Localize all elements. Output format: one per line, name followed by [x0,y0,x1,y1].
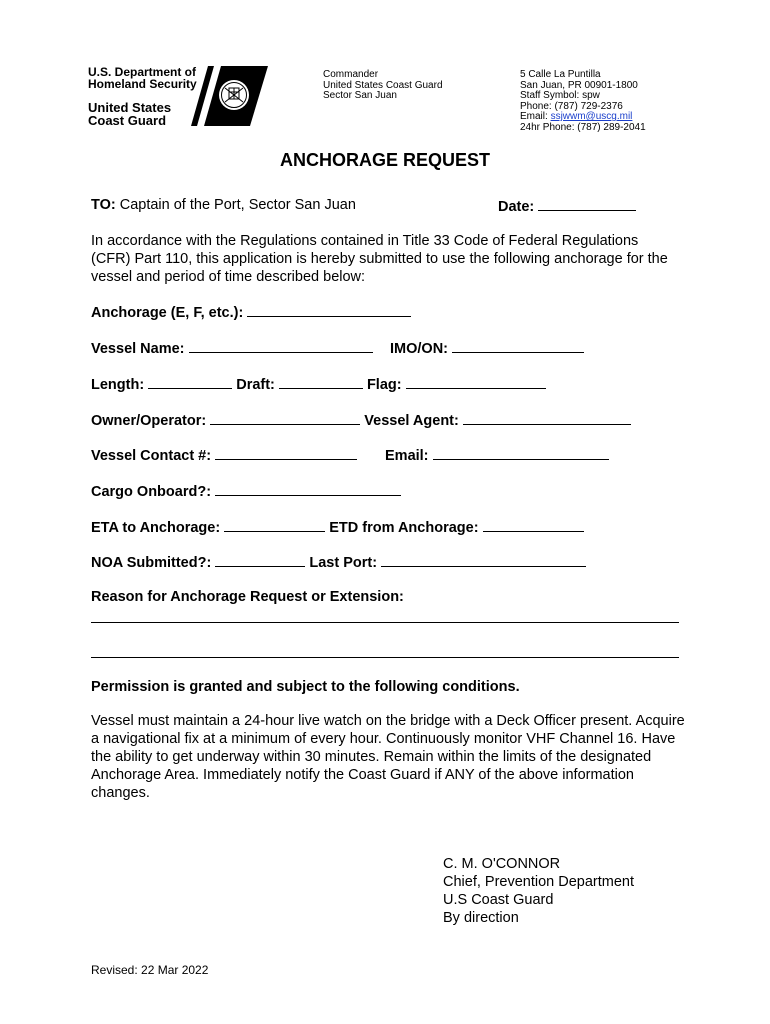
flag-label: Flag: [366,377,402,393]
date-label: Date: [498,199,535,215]
reason-line-2[interactable] [91,657,679,658]
vessel-name-label: Vessel Name: [91,341,185,357]
dimensions-row [91,375,546,393]
owner-agent-row [91,411,631,429]
signature-by: By direction [443,910,519,926]
anchorage-field[interactable] [247,303,411,317]
cargo-row [91,482,401,500]
owner-label: Owner/Operator: [91,413,207,429]
intro-paragraph: In accordance with the Regulations contained in Title 33 Code of Federal Regulations (CFR) Part 110, this application is hereby submitted to use the following anchorage for the vessel and period of time described below: [91,233,668,285]
imo-field[interactable] [452,339,584,353]
etd-field[interactable] [483,518,584,532]
cargo-label: Cargo Onboard?: [91,484,212,500]
date-row [498,197,636,215]
signature-title: Chief, Prevention Department [443,874,635,890]
draft-field[interactable] [279,375,363,389]
imo-label: IMO/ON: [390,341,448,357]
sender-block [323,70,443,102]
length-field[interactable] [148,375,232,389]
vessel-name-field[interactable] [189,339,373,353]
agent-field[interactable] [463,411,631,425]
staff-symbol: Staff Symbol: spw [520,90,600,101]
revised-date: Revised: 22 Mar 2022 [91,963,209,977]
owner-field[interactable] [210,411,360,425]
etd-label: ETD from Anchorage: [329,520,479,536]
phone: Phone: (787) 729-2376 [520,100,623,112]
signature-block [443,855,634,927]
flag-field[interactable] [406,375,546,389]
to-value: Captain of the Port, Sector San Juan [115,197,356,213]
reason-label: Reason for Anchorage Request or Extension: [91,589,404,605]
dept-line-2: Homeland Security [88,77,197,91]
signature-name: C. M. O'CONNOR [443,856,561,872]
eta-label: ETA to Anchorage: [91,520,221,536]
email-row [385,446,609,464]
email-link[interactable]: ssjwwm@uscg.mil [550,111,633,122]
anchorage-row [91,303,411,321]
date-field[interactable] [538,197,636,211]
draft-label: Draft: [236,377,275,393]
page-title: ANCHORAGE REQUEST [279,150,490,170]
imo-row [390,339,584,357]
reason-line-1[interactable] [91,622,679,623]
coast-guard-seal-icon [188,64,270,126]
email-line [520,112,646,123]
conditions-paragraph: Vessel must maintain a 24-hour live watch on the bridge with a Deck Officer present. Acquire a navigational fix at a minimum of every hour. Continuously monitor VHF Channel 16. Have the ability to get underway within 30 minutes. Remain within the limits of the designated Anchorage Area. Immediately notify the Coast Guard if ANY of the above information changes. [91,713,685,801]
address-line-2: San Juan, PR 00901-1800 [520,79,638,91]
noa-port-row [91,553,586,571]
signature-org: U.S Coast Guard [443,892,554,908]
cg-line-1: United States [88,100,172,115]
contact-label: Vessel Contact #: [91,448,212,464]
cargo-field[interactable] [215,482,401,496]
length-label: Length: [91,377,145,393]
dept-line-1: U.S. Department of [88,65,197,79]
anchorage-label: Anchorage (E, F, etc.): [91,305,244,321]
noa-label: NOA Submitted?: [91,555,212,571]
last-port-label: Last Port: [309,555,378,571]
to-line [91,196,356,214]
eta-etd-row [91,518,584,536]
last-port-field[interactable] [381,553,586,567]
sender-line-1: Commander [323,69,379,80]
sender-line-2: United States Coast Guard [323,79,443,91]
to-label: TO: [91,197,116,213]
vessel-name-row [91,339,373,357]
vessel-email-label: Email: [385,448,429,464]
phone-24hr: 24hr Phone: (787) 289-2041 [520,121,646,133]
noa-field[interactable] [215,553,305,567]
sender-line-3: Sector San Juan [323,90,397,101]
contact-row [91,446,357,464]
agent-label: Vessel Agent: [364,413,459,429]
contact-field[interactable] [215,446,357,460]
address-block [520,70,646,133]
address-line-1: 5 Calle La Puntilla [520,69,601,80]
vessel-email-field[interactable] [433,446,609,460]
email-label: Email: [520,111,551,122]
cg-line-2: Coast Guard [88,113,167,128]
eta-field[interactable] [224,518,325,532]
permission-heading: Permission is granted and subject to the following conditions. [91,679,520,695]
